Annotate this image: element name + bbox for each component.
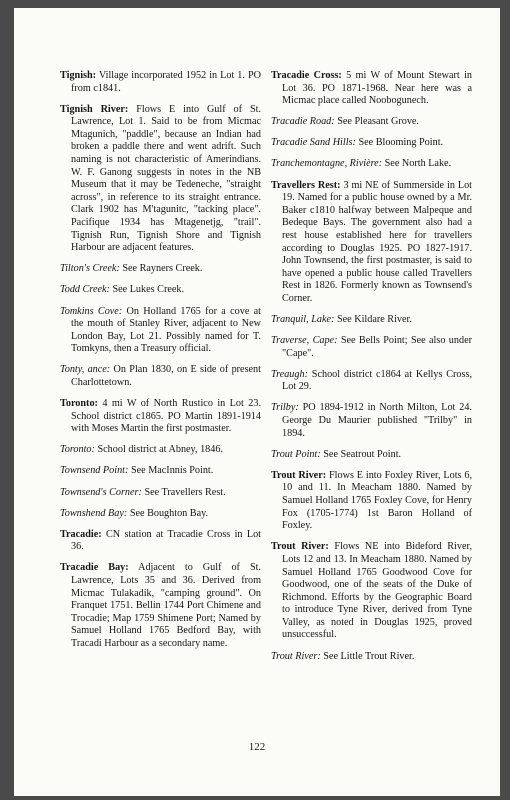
gazetteer-entry [271, 470, 472, 533]
gazetteer-entry [271, 369, 472, 394]
entry-body: See Kildare River. [334, 314, 412, 325]
entry-body: CN station at Tracadie Cross in Lot 36. [71, 528, 261, 553]
gazetteer-entry [271, 449, 472, 462]
gazetteer-entry [60, 529, 261, 554]
entry-heading: Tracadie Cross: [271, 70, 342, 81]
entry-heading: Traverse, Cape: [271, 335, 338, 347]
gazetteer-entry [60, 306, 261, 356]
entry-heading: Townsend's Corner: [60, 486, 142, 498]
entry-heading: Trout River: [271, 650, 321, 662]
gazetteer-entry [271, 402, 472, 440]
entry-heading: Tranchemontagne, Rivière: [271, 158, 383, 170]
gazetteer-entry [271, 116, 472, 129]
gazetteer-entry [60, 487, 261, 500]
entry-heading: Tracadie Sand Hills: [271, 137, 356, 149]
entry-heading: Tracadie: [60, 528, 102, 540]
gazetteer-entry [271, 314, 472, 327]
gazetteer-entry [60, 263, 261, 276]
entry-body: 5 mi W of Mount Stewart in Lot 36. PO 1871-1968. Near here was a Micmac place called Noobogunech. [282, 70, 472, 107]
gazetteer-entry [60, 444, 261, 457]
entry-body: See Rayners Creek. [119, 263, 203, 275]
entry-heading: Treaugh: [271, 368, 308, 380]
entry-body: 3 mi NE of Summerside in Lot 19. Named for a public house owned by a Mr. Baker c1810 halfway between Malpeque and Bedeque Bays. The government also had a rest house established here for travellers according to Douglas 1925. PO 1827-1917. John Townsend, the first postmaster, is said to have opened a public house called Travellers Rest in 1826. Formerly known as Townsend's Corner. [282, 179, 472, 304]
entry-heading: Trout River: [271, 469, 327, 481]
entry-heading: Tignish River: [60, 103, 129, 115]
entry-body: PO 1894-1912 in North Milton, Lot 24. George Du Maurier published "Trilby" in 1894. [282, 402, 472, 439]
entry-body: See Lukes Creek. [109, 284, 185, 296]
gazetteer-entry [271, 335, 472, 360]
gazetteer-entry [60, 398, 261, 436]
entry-heading: Tranquil, Lake: [271, 314, 335, 325]
entry-heading: Townshend Bay: [60, 507, 128, 519]
gazetteer-entry [60, 104, 261, 255]
entry-heading: Tilton's Creek: [60, 263, 120, 275]
entry-body: See Pleasant Grove. [334, 116, 419, 128]
entry-heading: Tomkins Cove: [60, 305, 123, 317]
entry-body: School district c1864 at Kellys Cross, Lot 29. [282, 368, 472, 393]
gazetteer-entry [60, 508, 261, 521]
entry-heading: Travellers Rest: [271, 179, 341, 191]
left-column [60, 70, 261, 659]
gazetteer-entry [60, 70, 261, 95]
entry-body: See Bells Point; See also under "Cape". [282, 335, 472, 359]
entry-body: See Blooming Point. [355, 137, 444, 149]
entry-body: Flows E into Gulf of St. Lawrence, Lot 1. Said to be from Micmac Mtagunich, "paddle", because an Indian had broken a paddle there and went adrift. Such naming is not characteristic of Amerindians. W. F. Ganong suggests in notes in the NB Museum that it may be Tedeneche, "straight across", in reference to its straight entrance. Clark 1902 has M'tagunitc, "tacking place". Pacifique 1934 has Mtagenetjg, "trail". Tignish Run, Tignish Shore and Tignish Harbour are adjacent features. [71, 103, 261, 254]
gazetteer-entry [271, 180, 472, 306]
page-number: 122 [248, 741, 266, 753]
entry-body: See Little Trout River. [320, 650, 415, 662]
gazetteer-entry [271, 541, 472, 642]
entry-body: See Seatrout Point. [320, 448, 402, 460]
entry-heading: Tonty, ance: [60, 364, 111, 376]
gazetteer-entry [60, 562, 261, 650]
gazetteer-entry [60, 364, 261, 389]
gazetteer-entry [271, 70, 472, 108]
gazetteer-entry [271, 651, 472, 664]
entry-heading: Toronto: [60, 444, 95, 456]
entry-body: See Boughton Bay. [127, 507, 209, 519]
entry-heading: Tracadie Road: [271, 116, 335, 128]
entry-heading: Tracadie Bay: [60, 562, 129, 574]
entry-body: School district at Abney, 1846. [94, 444, 224, 456]
entry-heading: Tignish: [60, 70, 97, 81]
entry-heading: Todd Creek: [60, 284, 110, 296]
entry-heading: Toronto: [60, 398, 98, 410]
gazetteer-page [14, 8, 500, 796]
gazetteer-entry [271, 137, 472, 150]
entry-body: On Holland 1765 for a cove at the mouth of Stanley River, adjacent to New London Bay, Lot 21. Possibly named for T. Tomkyns, then a Treasury official. [71, 305, 261, 355]
entry-heading: Trilby: [271, 402, 299, 414]
entry-body: 4 mi W of North Rustico in Lot 23. School district c1865. PO Martin 1891-1914 with Moses Martin the first postmaster. [71, 398, 261, 435]
entry-heading: Trout River: [271, 541, 329, 553]
entry-body: Flows E into Foxley River, Lots 6, 10 and 11. In Meacham 1880. Named by Samuel Holland 1765 Foxley Cove, for Henry Fox (1705-1774) 1st Baron Holland of Foxley. [282, 469, 473, 532]
entry-body: Adjacent to Gulf of St. Lawrence, Lots 35 and 36. Derived from Micmac Tulakadik, "camping ground". On Franquet 1751. Bellin 1744 Port Chimene and Trocadie; Map 1759 Shimene Port; Named by Samuel Holland 1765 Bedford Bay, with Tracadi Harbour as a secondary name. [71, 562, 261, 649]
gazetteer-entry [60, 465, 261, 478]
entry-heading: Townsend Point: [60, 465, 129, 477]
gazetteer-entry [60, 284, 261, 297]
entry-body: See North Lake. [382, 158, 452, 170]
entry-body: On Plan 1830, on E side of present Charlottetown. [71, 364, 261, 388]
entry-body: See Travellers Rest. [141, 486, 226, 498]
entry-body: Flows NE into Bideford River, Lots 12 and 13. In Meacham 1880. Named by Samuel Holland 1765 Goodwood Cove for Goodwood, one of the seats of the Duke of Richmond. Efforts by the Geographic Board to introduce Tyne River, derived from Tyne Valley, as noted in Douglas 1925, proved unsuccessful. [282, 541, 473, 641]
entry-body: See MacInnis Point. [128, 465, 214, 477]
gazetteer-entry [271, 158, 472, 171]
entry-heading: Trout Point: [271, 448, 321, 460]
entry-body: Village incorporated 1952 in Lot 1. PO from c1841. [71, 70, 261, 94]
right-column [271, 70, 472, 672]
